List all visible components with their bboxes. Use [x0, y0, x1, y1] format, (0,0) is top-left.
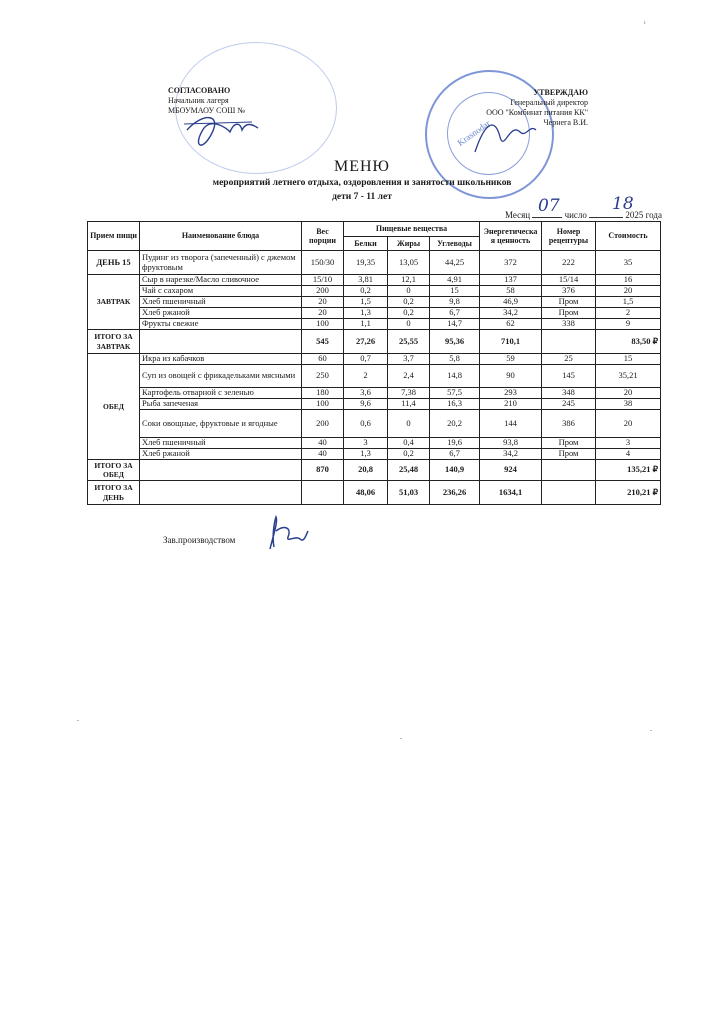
dish-energy: 34,2: [480, 308, 542, 319]
lunch-total-row: [88, 460, 661, 481]
page-mark: ı: [644, 20, 646, 26]
month-value: 07: [538, 196, 560, 216]
total-weight: 870: [302, 460, 344, 481]
dish-energy: 58: [480, 286, 542, 297]
dish-fat: 11,4: [388, 399, 430, 410]
header-cost: Стоимость: [596, 222, 661, 251]
signature-producer: [262, 513, 312, 553]
total-recipe: [542, 481, 596, 505]
dish-energy: 90: [480, 365, 542, 388]
dish-name: Хлеб ржаной: [140, 308, 302, 319]
dish-fat: 0,4: [388, 438, 430, 449]
dish-name: Картофель отварной с зеленью: [140, 388, 302, 399]
dish-name: Хлеб пшеничный: [140, 297, 302, 308]
dish-energy: 137: [480, 275, 542, 286]
header-energy: Энергетическа я ценность: [480, 222, 542, 251]
approval-right-heading: УТВЕРЖДАЮ: [533, 88, 588, 97]
total-recipe: [542, 330, 596, 354]
header-dish: Наименование блюда: [140, 222, 302, 251]
header-protein: Белки: [344, 237, 388, 251]
dish-carbs: 15: [430, 286, 480, 297]
scan-speck: [650, 730, 652, 731]
dish-cost: 15: [596, 354, 661, 365]
dish-weight: 40: [302, 438, 344, 449]
dish-protein: 0,2: [344, 286, 388, 297]
approval-left-heading: СОГЛАСОВАНО: [168, 86, 231, 95]
dish-weight: 100: [302, 399, 344, 410]
dish-weight: 150/30: [302, 251, 344, 275]
dish-fat: 2,4: [388, 365, 430, 388]
dish-carbs: 19,6: [430, 438, 480, 449]
dish-cost: 35,21: [596, 365, 661, 388]
dish-cost: 3: [596, 438, 661, 449]
dish-cost: 20: [596, 410, 661, 438]
dish-recipe: 15/14: [542, 275, 596, 286]
dish-weight: 20: [302, 308, 344, 319]
breakfast-total-label: ИТОГО ЗА ЗАВТРАК: [88, 330, 140, 354]
signature-right: [470, 112, 540, 162]
table-row: [88, 319, 661, 330]
total-carbs: 140,9: [430, 460, 480, 481]
day-total-row: [88, 481, 661, 505]
day-value: 18: [612, 194, 634, 214]
dish-name: Чай с сахаром: [140, 286, 302, 297]
table-row: [88, 399, 661, 410]
total-protein: 48,06: [344, 481, 388, 505]
day-label: число: [564, 210, 587, 220]
scan-speck: [400, 738, 402, 739]
dish-recipe: Пром: [542, 438, 596, 449]
total-fat: 25,55: [388, 330, 430, 354]
dish-energy: 59: [480, 354, 542, 365]
dish-cost: 2: [596, 308, 661, 319]
producer-label: Зав.производством: [163, 535, 236, 545]
dish-protein: 3,81: [344, 275, 388, 286]
dish-protein: 1,3: [344, 449, 388, 460]
age-group: дети 7 - 11 лет: [332, 192, 392, 202]
table-row: [88, 251, 661, 275]
dish-protein: 2: [344, 365, 388, 388]
dish-recipe: 348: [542, 388, 596, 399]
table-row: [88, 286, 661, 297]
dish-recipe: Пром: [542, 308, 596, 319]
dish-carbs: 57,5: [430, 388, 480, 399]
breakfast-total-row: [88, 330, 661, 354]
total-energy: 1634,1: [480, 481, 542, 505]
page-subtitle: мероприятий летнего отдыха, оздоровления и занятости школьников: [212, 178, 512, 188]
dish-weight: 100: [302, 319, 344, 330]
dish-weight: 200: [302, 410, 344, 438]
header-carbs: Углеводы: [430, 237, 480, 251]
dish-name: Соки овощные, фруктовые и ягодные: [140, 410, 302, 438]
table-row: [88, 410, 661, 438]
dish-name: Сыр в нарезке/Масло сливочное: [140, 275, 302, 286]
empty-cell: [140, 481, 302, 505]
dish-carbs: 14,8: [430, 365, 480, 388]
dish-fat: 0: [388, 319, 430, 330]
dish-recipe: 222: [542, 251, 596, 275]
dish-cost: 4: [596, 449, 661, 460]
dish-weight: 200: [302, 286, 344, 297]
dish-energy: 46,9: [480, 297, 542, 308]
dish-name: Хлеб пшеничный: [140, 438, 302, 449]
dish-recipe: 245: [542, 399, 596, 410]
menu-table: [87, 221, 661, 505]
total-protein: 20,8: [344, 460, 388, 481]
dish-recipe: 338: [542, 319, 596, 330]
day-label: ДЕНЬ 15: [88, 251, 140, 275]
dish-fat: 0,2: [388, 449, 430, 460]
dish-weight: 250: [302, 365, 344, 388]
dish-weight: 40: [302, 449, 344, 460]
header-recipe: Номер рецептуры: [542, 222, 596, 251]
dish-protein: 1,1: [344, 319, 388, 330]
table-row: [88, 388, 661, 399]
signature-left: [182, 108, 262, 148]
table-row: [88, 297, 661, 308]
page-title: МЕНЮ: [334, 158, 390, 175]
dish-recipe: Пром: [542, 449, 596, 460]
dish-carbs: 16,3: [430, 399, 480, 410]
total-recipe: [542, 460, 596, 481]
dish-name: Хлеб ржаной: [140, 449, 302, 460]
approval-right-line1: Генеральный директор: [510, 98, 588, 107]
table-row: [88, 308, 661, 319]
dish-cost: 9: [596, 319, 661, 330]
dish-fat: 0,2: [388, 297, 430, 308]
total-weight: 545: [302, 330, 344, 354]
date-line: [505, 194, 662, 220]
table-row: [88, 275, 661, 286]
year-label: 2025 года: [625, 210, 662, 220]
dish-cost: 35: [596, 251, 661, 275]
dish-energy: 144: [480, 410, 542, 438]
total-energy: 710,1: [480, 330, 542, 354]
approval-left-line2: МБОУМАОУ СОШ №: [168, 106, 245, 115]
dish-weight: 180: [302, 388, 344, 399]
dish-carbs: 6,7: [430, 449, 480, 460]
total-energy: 924: [480, 460, 542, 481]
dish-protein: 19,35: [344, 251, 388, 275]
dish-name: Фрукты свежие: [140, 319, 302, 330]
approval-right-line2: ООО "Комбинат питания КК": [486, 108, 588, 117]
dish-fat: 0: [388, 286, 430, 297]
header-weight: Вес порции: [302, 222, 344, 251]
total-fat: 51,03: [388, 481, 430, 505]
total-cost: 210,21 ₽: [596, 481, 661, 505]
dish-name: Пудинг из творога (запеченный) с джемом фруктовым: [140, 251, 302, 275]
table-row: [88, 438, 661, 449]
total-cost: 135,21 ₽: [596, 460, 661, 481]
day-total-label: ИТОГО ЗА ДЕНЬ: [88, 481, 140, 505]
dish-fat: 0: [388, 410, 430, 438]
empty-cell: [140, 460, 302, 481]
approval-left-line1: Начальник лагеря: [168, 96, 229, 105]
dish-cost: 20: [596, 388, 661, 399]
approval-right-line3: Чернега В.И.: [543, 118, 588, 127]
table-row: [88, 365, 661, 388]
dish-cost: 16: [596, 275, 661, 286]
header-meal: Прием пищи: [88, 222, 140, 251]
dish-protein: 1,5: [344, 297, 388, 308]
dish-energy: 62: [480, 319, 542, 330]
table-row: [88, 354, 661, 365]
header-fat: Жиры: [388, 237, 430, 251]
total-cost: 83,50 ₽: [596, 330, 661, 354]
total-carbs: 236,26: [430, 481, 480, 505]
dish-fat: 13,05: [388, 251, 430, 275]
stamp-text: Krasnodar: [455, 118, 492, 148]
total-carbs: 95,36: [430, 330, 480, 354]
dish-fat: 12,1: [388, 275, 430, 286]
total-fat: 25,48: [388, 460, 430, 481]
scan-speck: [77, 720, 79, 721]
month-label: Месяц: [505, 210, 531, 220]
table-row: [88, 449, 661, 460]
header-nutrients: Пищевые вещества: [344, 222, 480, 237]
dish-energy: 34,2: [480, 449, 542, 460]
dish-weight: 20: [302, 297, 344, 308]
dish-energy: 293: [480, 388, 542, 399]
dish-carbs: 9,8: [430, 297, 480, 308]
lunch-total-label: ИТОГО ЗА ОБЕД: [88, 460, 140, 481]
dish-protein: 0,7: [344, 354, 388, 365]
dish-recipe: 145: [542, 365, 596, 388]
dish-carbs: 6,7: [430, 308, 480, 319]
dish-fat: 0,2: [388, 308, 430, 319]
dish-recipe: 25: [542, 354, 596, 365]
dish-recipe: 386: [542, 410, 596, 438]
dish-protein: 1,3: [344, 308, 388, 319]
dish-recipe: Пром: [542, 297, 596, 308]
dish-fat: 7,38: [388, 388, 430, 399]
dish-carbs: 20,2: [430, 410, 480, 438]
dish-cost: 38: [596, 399, 661, 410]
dish-energy: 372: [480, 251, 542, 275]
dish-name: Рыба запеченая: [140, 399, 302, 410]
dish-carbs: 5,8: [430, 354, 480, 365]
dish-name: Икра из кабачков: [140, 354, 302, 365]
dish-cost: 20: [596, 286, 661, 297]
dish-carbs: 14,7: [430, 319, 480, 330]
dish-protein: 9,6: [344, 399, 388, 410]
dish-carbs: 4,91: [430, 275, 480, 286]
dish-carbs: 44,25: [430, 251, 480, 275]
dish-weight: 15/10: [302, 275, 344, 286]
total-weight: [302, 481, 344, 505]
dish-weight: 60: [302, 354, 344, 365]
dish-energy: 93,8: [480, 438, 542, 449]
dish-cost: 1,5: [596, 297, 661, 308]
dish-name: Суп из овощей с фрикадельками мясными: [140, 365, 302, 388]
dish-energy: 210: [480, 399, 542, 410]
dish-protein: 3,6: [344, 388, 388, 399]
total-protein: 27,26: [344, 330, 388, 354]
dish-protein: 3: [344, 438, 388, 449]
breakfast-label: ЗАВТРАК: [88, 275, 140, 330]
empty-cell: [140, 330, 302, 354]
dish-recipe: 376: [542, 286, 596, 297]
dish-fat: 3,7: [388, 354, 430, 365]
dish-protein: 0,6: [344, 410, 388, 438]
lunch-label: ОБЕД: [88, 354, 140, 460]
